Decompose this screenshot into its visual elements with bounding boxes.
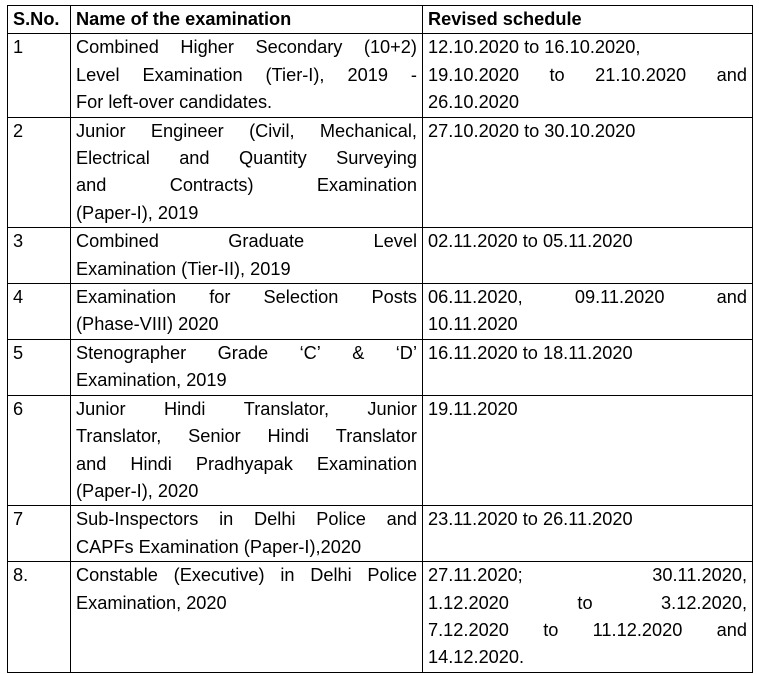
word: Quantity — [238, 148, 307, 169]
cell-text-line — [76, 340, 417, 367]
cell-text-line — [76, 506, 417, 533]
cell-sno: 3 — [8, 228, 71, 284]
word: Examination — [142, 64, 243, 85]
word: Electrical — [76, 148, 150, 169]
cell-exam-name — [71, 117, 423, 228]
cell-text-line — [76, 423, 417, 450]
word: 09.11.2020 — [574, 287, 665, 308]
table-row — [8, 562, 753, 673]
cell-text-line — [76, 451, 417, 478]
cell-text-line: (Paper-I), 2020 — [76, 480, 199, 501]
cell-text-line — [76, 284, 417, 311]
word: in — [219, 509, 234, 530]
word: 27.11.2020; — [428, 565, 523, 586]
table-row — [8, 395, 753, 506]
cell-text-line — [428, 617, 747, 644]
word: Examination — [316, 175, 417, 196]
word: (Tier-I), — [265, 64, 325, 85]
table-body — [8, 34, 753, 672]
word: and — [386, 509, 417, 530]
cell-revised-schedule — [423, 284, 753, 340]
cell-sno: 1 — [8, 34, 71, 117]
word: 2019 — [347, 64, 388, 85]
cell-exam-name — [71, 339, 423, 395]
cell-sno: 5 — [8, 339, 71, 395]
cell-revised-schedule — [423, 117, 753, 228]
word: Examination — [76, 287, 177, 308]
word: Hindi — [267, 426, 309, 447]
cell-text-line: 02.11.2020 to 05.11.2020 — [428, 231, 633, 252]
word: to — [543, 619, 559, 640]
cell-text-line — [76, 34, 417, 61]
cell-text-line: (Paper-I), 2019 — [76, 202, 199, 223]
cell-text-line — [76, 562, 417, 589]
word: Sub-Inspectors — [76, 509, 199, 530]
word: Senior — [188, 426, 241, 447]
header-sno: S.No. — [8, 6, 71, 34]
cell-text-line: 16.11.2020 to 18.11.2020 — [428, 342, 633, 363]
word: Hindi — [130, 453, 172, 474]
word: Pradhyapak — [195, 453, 293, 474]
table-row — [8, 228, 753, 284]
word: 30.11.2020, — [652, 565, 747, 586]
table-row — [8, 117, 753, 228]
word: Delhi — [254, 509, 296, 530]
cell-revised-schedule — [423, 339, 753, 395]
word: Surveying — [336, 148, 417, 169]
cell-text-line — [428, 62, 747, 89]
word: 11.12.2020 — [592, 619, 683, 640]
word: Junior — [367, 398, 417, 419]
word: Selection — [263, 287, 339, 308]
cell-revised-schedule — [423, 562, 753, 673]
word: 06.11.2020, — [428, 287, 523, 308]
cell-text-line — [76, 62, 417, 89]
cell-text-line — [76, 145, 417, 172]
word: and — [76, 453, 107, 474]
word: Translator, — [76, 426, 162, 447]
word: Junior — [76, 120, 126, 141]
cell-revised-schedule — [423, 228, 753, 284]
header-row — [8, 6, 753, 34]
word: to — [577, 592, 593, 613]
cell-revised-schedule — [423, 34, 753, 117]
cell-exam-name — [71, 34, 423, 117]
cell-text-line: For left-over candidates. — [76, 92, 273, 113]
word: Police — [367, 565, 417, 586]
cell-exam-name — [71, 506, 423, 562]
cell-text-line — [76, 118, 417, 145]
table-row — [8, 34, 753, 117]
word: - — [410, 64, 417, 85]
word: to — [549, 64, 565, 85]
word: Police — [316, 509, 366, 530]
word: Combined — [76, 37, 159, 58]
word: ‘D’ — [395, 342, 417, 363]
cell-exam-name — [71, 284, 423, 340]
header-exam-name: Name of the examination — [71, 6, 423, 34]
word: Grade — [217, 342, 269, 363]
cell-text-line — [76, 396, 417, 423]
word: in — [280, 565, 295, 586]
cell-text-line — [428, 590, 747, 617]
exam-schedule-table — [7, 5, 753, 673]
word: Level — [76, 64, 120, 85]
word: and — [716, 64, 747, 85]
cell-sno: 4 — [8, 284, 71, 340]
word: Graduate — [228, 231, 305, 252]
word: and — [716, 287, 747, 308]
word: Delhi — [310, 565, 352, 586]
word: Examination — [316, 453, 417, 474]
word: Junior — [76, 398, 126, 419]
word: for — [209, 287, 231, 308]
word: Translator, — [243, 398, 330, 419]
cell-text-line: (Phase-VIII) 2020 — [76, 314, 219, 335]
cell-text-line: Examination, 2020 — [76, 592, 227, 613]
cell-text-line: 27.10.2020 to 30.10.2020 — [428, 120, 636, 141]
word: and — [76, 175, 107, 196]
cell-text-line: CAPFs Examination (Paper-I),2020 — [76, 536, 362, 557]
word: Hindi — [163, 398, 206, 419]
cell-exam-name — [71, 395, 423, 506]
word: ‘C’ — [299, 342, 321, 363]
cell-revised-schedule — [423, 395, 753, 506]
cell-text-line: 14.12.2020. — [428, 647, 525, 668]
word: 21.10.2020 — [595, 64, 687, 85]
word: Higher — [180, 37, 234, 58]
word: Contracts) — [169, 175, 254, 196]
word: and — [716, 619, 747, 640]
word: and — [179, 148, 210, 169]
word: & — [352, 342, 365, 363]
word: Level — [373, 231, 417, 252]
table-row — [8, 284, 753, 340]
word: 3.12.2020, — [661, 592, 747, 613]
word: Engineer — [150, 120, 224, 141]
cell-text-line: 26.10.2020 — [428, 92, 520, 113]
cell-sno: 2 — [8, 117, 71, 228]
word: Mechanical, — [319, 120, 417, 141]
cell-text-line — [428, 562, 747, 589]
cell-sno: 6 — [8, 395, 71, 506]
word: Posts — [371, 287, 417, 308]
word: 1.12.2020 — [428, 592, 509, 613]
word: Translator — [335, 426, 417, 447]
cell-text-line: 10.11.2020 — [428, 314, 518, 335]
cell-text-line: Examination (Tier-II), 2019 — [76, 258, 291, 279]
cell-text-line: Examination, 2019 — [76, 370, 227, 391]
word: Secondary — [255, 37, 343, 58]
word: (Executive) — [173, 565, 265, 586]
cell-revised-schedule — [423, 506, 753, 562]
cell-sno: 7 — [8, 506, 71, 562]
cell-text-line: 23.11.2020 to 26.11.2020 — [428, 509, 633, 530]
cell-text-line: 19.11.2020 — [428, 398, 518, 419]
cell-text-line — [76, 172, 417, 199]
word: Combined — [76, 231, 159, 252]
word: (Civil, — [249, 120, 295, 141]
cell-text-line: 12.10.2020 to 16.10.2020, — [428, 37, 641, 58]
word: (10+2) — [363, 37, 417, 58]
cell-sno: 8. — [8, 562, 71, 673]
cell-text-line — [76, 228, 417, 255]
table-row — [8, 506, 753, 562]
cell-text-line — [428, 284, 747, 311]
cell-exam-name — [71, 562, 423, 673]
word: Constable — [76, 565, 158, 586]
word: 19.10.2020 — [428, 64, 520, 85]
table-row — [8, 339, 753, 395]
header-revised-schedule: Revised schedule — [423, 6, 753, 34]
word: 7.12.2020 — [428, 619, 509, 640]
cell-exam-name — [71, 228, 423, 284]
word: Stenographer — [76, 342, 187, 363]
